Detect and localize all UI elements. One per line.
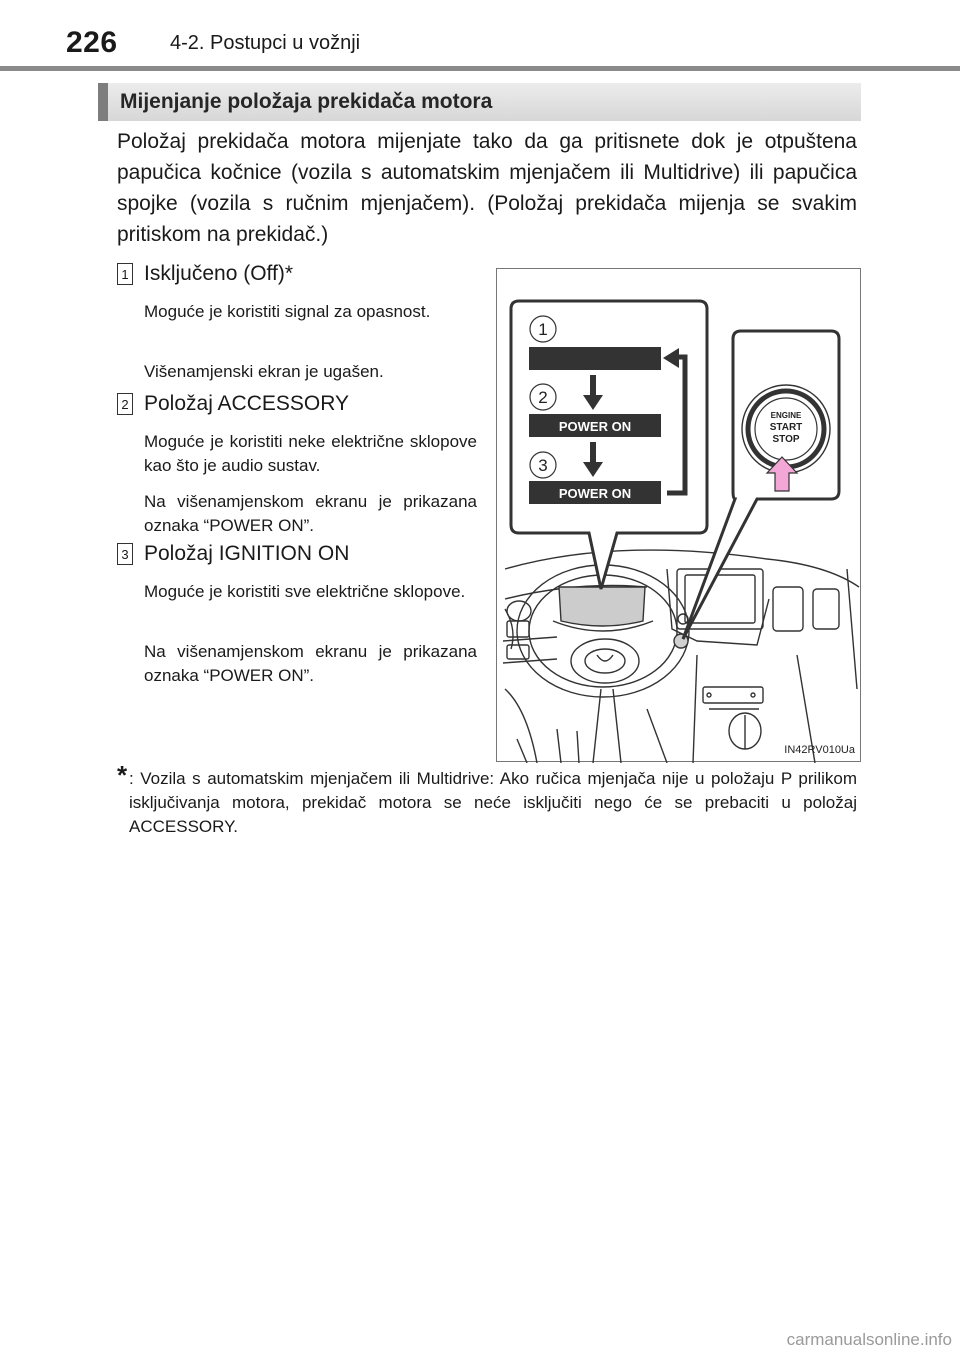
dashboard-illustration bbox=[497, 269, 862, 763]
page-header bbox=[0, 0, 960, 70]
power-on-text: POWER ON bbox=[558, 419, 632, 434]
position-label bbox=[530, 316, 556, 342]
item-number-badge: 2 bbox=[117, 393, 133, 415]
figure-code: IN42RV010Ua bbox=[784, 744, 855, 756]
header-rule bbox=[0, 66, 960, 71]
footnote-text: : Vozila s automatskim mjenjačem ili Multidrive: Ako ručica mjenjača nije u položaju P prilikom isključivanja motora, prekidač motora se neće isključiti nego će se prebaciti u položaj ACCESSORY. bbox=[129, 769, 857, 836]
item-paragraph: Na višenamjenskom ekranu je prikazana oznaka “POWER ON”. bbox=[144, 642, 477, 685]
chapter-title: 4-2. Postupci u vožnji bbox=[170, 32, 361, 54]
display-callout-bubble bbox=[511, 301, 707, 589]
intro-paragraph: Položaj prekidača motora mijenjate tako da ga pritisnete dok je otpuštena papučica kočnice (vozila s automatskim mjenjačem ili Multidrive) ili papučica spojke (vozila s ručnim mjenjačem). (Položaj prekidača mijenja se svakim pritiskom na prekidač.) bbox=[117, 130, 857, 246]
item-paragraph: Moguće je koristiti neke električne sklopove kao što je audio sustav. bbox=[144, 432, 477, 475]
svg-text:STOP: STOP bbox=[772, 434, 800, 445]
dashboard-sketch bbox=[503, 550, 859, 763]
footnote-marker: * bbox=[117, 760, 128, 790]
section-heading-bar bbox=[98, 83, 861, 121]
section-title: Mijenjanje položaja prekidača motora bbox=[120, 90, 493, 113]
display-bar-off bbox=[529, 347, 661, 370]
power-on-text: POWER ON bbox=[558, 486, 632, 501]
engine-start-stop-button-illustration bbox=[742, 385, 830, 473]
item-title: Položaj ACCESSORY bbox=[144, 392, 350, 415]
position-label bbox=[530, 452, 556, 478]
item-paragraph: Moguće je koristiti sve električne sklopove. bbox=[144, 582, 466, 601]
svg-text:2: 2 bbox=[538, 388, 548, 407]
item-title: Položaj IGNITION ON bbox=[144, 542, 350, 565]
item-paragraph: Na višenamjenskom ekranu je prikazana oznaka “POWER ON”. bbox=[144, 492, 477, 535]
svg-text:ENGINE: ENGINE bbox=[770, 411, 802, 420]
item-number-badge: 1 bbox=[117, 263, 133, 285]
page-number: 226 bbox=[66, 26, 118, 59]
position-label bbox=[530, 384, 556, 410]
item-title: Isključeno (Off)* bbox=[144, 262, 293, 285]
watermark: carmanualsonline.info bbox=[786, 1330, 952, 1349]
svg-text:3: 3 bbox=[538, 456, 548, 475]
engine-switch-figure bbox=[496, 268, 861, 762]
svg-text:START: START bbox=[769, 422, 803, 433]
item-paragraph: Višenamjenski ekran je ugašen. bbox=[144, 362, 384, 381]
item-paragraph: Moguće je koristiti signal za opasnost. bbox=[144, 302, 431, 321]
item-number-badge: 3 bbox=[117, 543, 133, 565]
svg-text:1: 1 bbox=[538, 320, 548, 339]
